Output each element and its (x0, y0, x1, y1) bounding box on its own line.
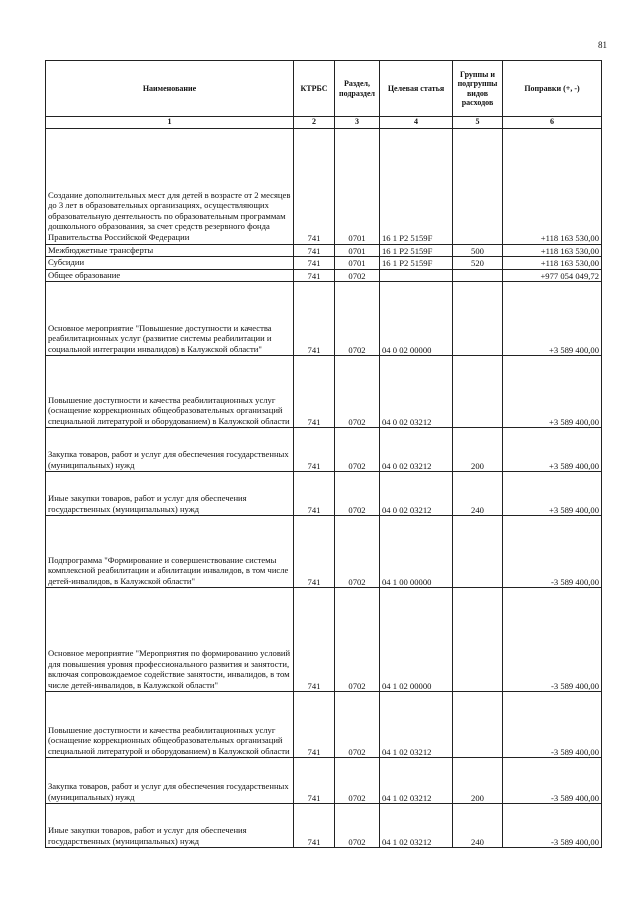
row-group (453, 128, 503, 244)
row-group (453, 692, 503, 758)
row-amount: -3 589 400,00 (503, 692, 602, 758)
row-section: 0702 (335, 692, 380, 758)
row-ktrbs: 741 (294, 257, 335, 270)
row-name: Субсидии (46, 257, 294, 270)
row-section: 0702 (335, 804, 380, 848)
row-name: Создание дополнительных мест для детей в возрасте от 2 месяцев до 3 лет в образовательных организациях, осуществляющих образовательную деятельность по образовательным программам дошкольного образования, за счет средств резервного фонда Правительства Российской Федерации (46, 128, 294, 244)
row-section: 0701 (335, 128, 380, 244)
row-amount: -3 589 400,00 (503, 804, 602, 848)
row-section: 0702 (335, 356, 380, 428)
header-amendments: Поправки (+, -) (503, 61, 602, 117)
budget-amendments-table (45, 60, 602, 848)
column-number: 4 (380, 117, 453, 129)
header-section: Раздел, подраздел (335, 61, 380, 117)
header-ktrbs: КТРБС (294, 61, 335, 117)
table-row (46, 516, 602, 588)
row-name: Иные закупки товаров, работ и услуг для обеспечения государственных (муниципальных) нужд (46, 804, 294, 848)
column-number-row (46, 117, 602, 129)
row-name: Межбюджетные трансферты (46, 244, 294, 257)
row-group (453, 588, 503, 692)
row-target (380, 269, 453, 282)
table-row (46, 588, 602, 692)
row-target: 04 1 02 03212 (380, 758, 453, 804)
row-ktrbs: 741 (294, 282, 335, 356)
table-row (46, 804, 602, 848)
row-group (453, 282, 503, 356)
table-row (46, 428, 602, 472)
row-group (453, 516, 503, 588)
row-target: 04 1 02 03212 (380, 804, 453, 848)
row-group: 240 (453, 472, 503, 516)
table-row (46, 758, 602, 804)
row-amount: +977 054 049,72 (503, 269, 602, 282)
column-number: 5 (453, 117, 503, 129)
row-section: 0702 (335, 516, 380, 588)
row-amount: +3 589 400,00 (503, 282, 602, 356)
row-target: 04 0 02 03212 (380, 472, 453, 516)
column-number: 3 (335, 117, 380, 129)
row-amount: +3 589 400,00 (503, 472, 602, 516)
row-target: 04 0 02 03212 (380, 428, 453, 472)
table-row (46, 269, 602, 282)
table-header-row (46, 61, 602, 117)
row-amount: +3 589 400,00 (503, 356, 602, 428)
row-ktrbs: 741 (294, 244, 335, 257)
column-number: 2 (294, 117, 335, 129)
table-row (46, 244, 602, 257)
row-name: Закупка товаров, работ и услуг для обеспечения государственных (муниципальных) нужд (46, 428, 294, 472)
row-group: 200 (453, 758, 503, 804)
row-ktrbs: 741 (294, 269, 335, 282)
row-ktrbs: 741 (294, 128, 335, 244)
row-target: 04 1 02 03212 (380, 692, 453, 758)
row-amount: -3 589 400,00 (503, 516, 602, 588)
table-row (46, 472, 602, 516)
row-amount: +3 589 400,00 (503, 428, 602, 472)
row-ktrbs: 741 (294, 472, 335, 516)
row-name: Подпрограмма "Формирование и совершенствование системы комплексной реабилитации и абилитации инвалидов, в том числе детей-инвалидов, в Калужской области" (46, 516, 294, 588)
column-number: 6 (503, 117, 602, 129)
row-section: 0702 (335, 428, 380, 472)
row-target: 04 0 02 03212 (380, 356, 453, 428)
row-group: 200 (453, 428, 503, 472)
row-target: 16 1 P2 5159F (380, 257, 453, 270)
row-section: 0702 (335, 269, 380, 282)
row-target: 04 0 02 00000 (380, 282, 453, 356)
row-name: Общее образование (46, 269, 294, 282)
row-amount: -3 589 400,00 (503, 588, 602, 692)
row-section: 0702 (335, 588, 380, 692)
row-ktrbs: 741 (294, 428, 335, 472)
row-name: Основное мероприятие "Мероприятия по формированию условий для повышения уровня профессионального развития и занятости, включая сопровождаемое содействие занятости, инвалидов, в том числе детей-инвалидов, в Калужской области" (46, 588, 294, 692)
row-amount: +118 163 530,00 (503, 257, 602, 270)
row-name: Повышение доступности и качества реабилитационных услуг (оснащение коррекционных общеобразовательных организаций специальной литературой и оборудованием) в Калужской области (46, 356, 294, 428)
row-target: 16 1 P2 5159F (380, 244, 453, 257)
row-group: 240 (453, 804, 503, 848)
column-number: 1 (46, 117, 294, 129)
table-row (46, 257, 602, 270)
row-target: 04 1 02 00000 (380, 588, 453, 692)
row-amount: +118 163 530,00 (503, 244, 602, 257)
row-group: 500 (453, 244, 503, 257)
table-row (46, 128, 602, 244)
row-section: 0701 (335, 244, 380, 257)
row-ktrbs: 741 (294, 516, 335, 588)
table-row (46, 282, 602, 356)
row-name: Иные закупки товаров, работ и услуг для обеспечения государственных (муниципальных) нужд (46, 472, 294, 516)
page-number: 81 (598, 40, 607, 50)
row-name: Закупка товаров, работ и услуг для обеспечения государственных (муниципальных) нужд (46, 758, 294, 804)
row-section: 0701 (335, 257, 380, 270)
row-name: Повышение доступности и качества реабилитационных услуг (оснащение коррекционных общеобразовательных организаций специальной литературой и оборудованием) в Калужской области (46, 692, 294, 758)
header-name: Наименование (46, 61, 294, 117)
row-amount: +118 163 530,00 (503, 128, 602, 244)
table-row (46, 692, 602, 758)
row-ktrbs: 741 (294, 356, 335, 428)
table-row (46, 356, 602, 428)
header-groups: Группы и подгруппы видов расходов (453, 61, 503, 117)
row-section: 0702 (335, 472, 380, 516)
row-group (453, 269, 503, 282)
row-section: 0702 (335, 758, 380, 804)
row-target: 16 1 P2 5159F (380, 128, 453, 244)
row-target: 04 1 00 00000 (380, 516, 453, 588)
row-ktrbs: 741 (294, 588, 335, 692)
row-ktrbs: 741 (294, 804, 335, 848)
row-ktrbs: 741 (294, 758, 335, 804)
row-amount: -3 589 400,00 (503, 758, 602, 804)
row-name: Основное мероприятие "Повышение доступности и качества реабилитационных услуг (развитие системы реабилитации и социальной интеграции инвалидов) в Калужской области" (46, 282, 294, 356)
row-group (453, 356, 503, 428)
row-group: 520 (453, 257, 503, 270)
row-section: 0702 (335, 282, 380, 356)
row-ktrbs: 741 (294, 692, 335, 758)
header-target: Целевая статья (380, 61, 453, 117)
